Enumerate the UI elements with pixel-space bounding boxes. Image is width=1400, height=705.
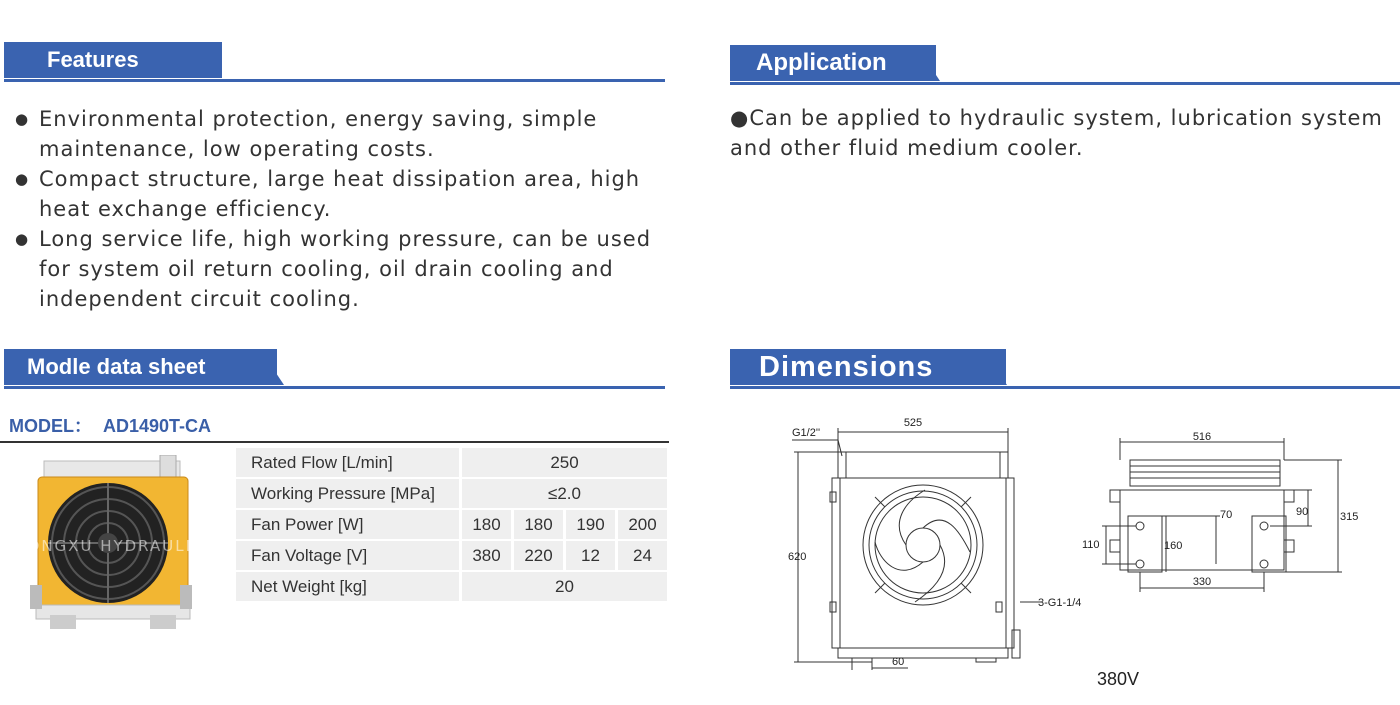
table-row: [236, 448, 670, 477]
list-item: ● Environmental protection, energy saving, simple maintenance, low operating costs.: [15, 104, 675, 164]
list-item: ● Long service life, high working pressure, can be used for system oil return cooling, oil drain cooling and independent circuit cooling.: [15, 224, 675, 314]
spec-value: 200: [618, 510, 670, 539]
spec-value: 12: [566, 541, 618, 570]
tab-slant: [254, 349, 284, 385]
spec-value: ≤2.0: [462, 479, 670, 508]
dim-label: G1/2'': [792, 427, 821, 439]
spec-value: 380: [462, 541, 514, 570]
dim-label: 70: [1220, 509, 1233, 521]
datasheet-header: [4, 349, 665, 389]
product-photo: [0, 455, 230, 635]
table-row: [236, 479, 670, 508]
table-row: [236, 510, 670, 539]
application-tab: [730, 45, 936, 81]
datasheet-title: Modle data sheet: [27, 354, 206, 379]
photo-watermark: DONGXU HYDRAULICS: [13, 537, 217, 555]
spec-table: [236, 446, 670, 603]
application-text: ●Can be applied to hydraulic system, lubrication system and other fluid medium cooler.: [730, 106, 1383, 160]
features-header: [4, 42, 665, 82]
table-row: [236, 541, 670, 570]
dim-label: 620: [788, 551, 807, 563]
spec-value: 180: [462, 510, 514, 539]
spec-value: 220: [514, 541, 566, 570]
spec-label: Fan Voltage [V]: [236, 541, 462, 570]
tab-slant: [179, 42, 209, 78]
dimension-drawing: [780, 412, 1380, 672]
dim-label: 330: [1192, 576, 1212, 588]
spec-value: 190: [566, 510, 618, 539]
datasheet-tab: [4, 349, 277, 385]
tab-slant: [910, 45, 940, 81]
spec-value: 24: [618, 541, 670, 570]
dimensions-tab: [730, 349, 1006, 385]
tab-slant: [977, 349, 1007, 385]
dimensions-header: [730, 349, 1400, 389]
dim-label: 110: [1082, 539, 1100, 551]
table-row: [236, 572, 670, 601]
model-value: AD1490T-CA: [103, 416, 212, 436]
datasheet-rule: [4, 386, 665, 389]
spec-label: Net Weight [kg]: [236, 572, 462, 601]
model-line: [9, 412, 211, 438]
dim-label: 160: [1164, 540, 1183, 552]
dimensions-rule: [730, 386, 1400, 389]
model-divider: [0, 441, 669, 443]
application-title: Application: [756, 49, 887, 76]
dim-label: 516: [1192, 431, 1212, 443]
spec-label: Rated Flow [L/min]: [236, 448, 462, 477]
application-rule: [730, 82, 1400, 85]
dim-label: 60: [892, 656, 905, 668]
spec-value: 20: [462, 572, 670, 601]
application-header: [730, 45, 1400, 85]
spec-label: Fan Power [W]: [236, 510, 462, 539]
features-title: Features: [47, 47, 139, 72]
list-item: ● Compact structure, large heat dissipation area, high heat exchange efficiency.: [15, 164, 675, 224]
spec-value: 180: [514, 510, 566, 539]
dim-label: 315: [1340, 511, 1359, 523]
dimensions-title: Dimensions: [759, 350, 934, 383]
dim-label: 525: [903, 417, 923, 429]
dim-label: 3-G1-1/4: [1038, 597, 1082, 609]
spec-label: Working Pressure [MPa]: [236, 479, 462, 508]
features-rule: [4, 79, 665, 82]
features-tab: [4, 42, 222, 78]
spec-value: 250: [462, 448, 670, 477]
model-label: MODEL：: [9, 416, 92, 436]
voltage-label: 380V: [1097, 669, 1140, 689]
dim-label: 90: [1296, 506, 1309, 518]
features-list: [15, 104, 675, 314]
